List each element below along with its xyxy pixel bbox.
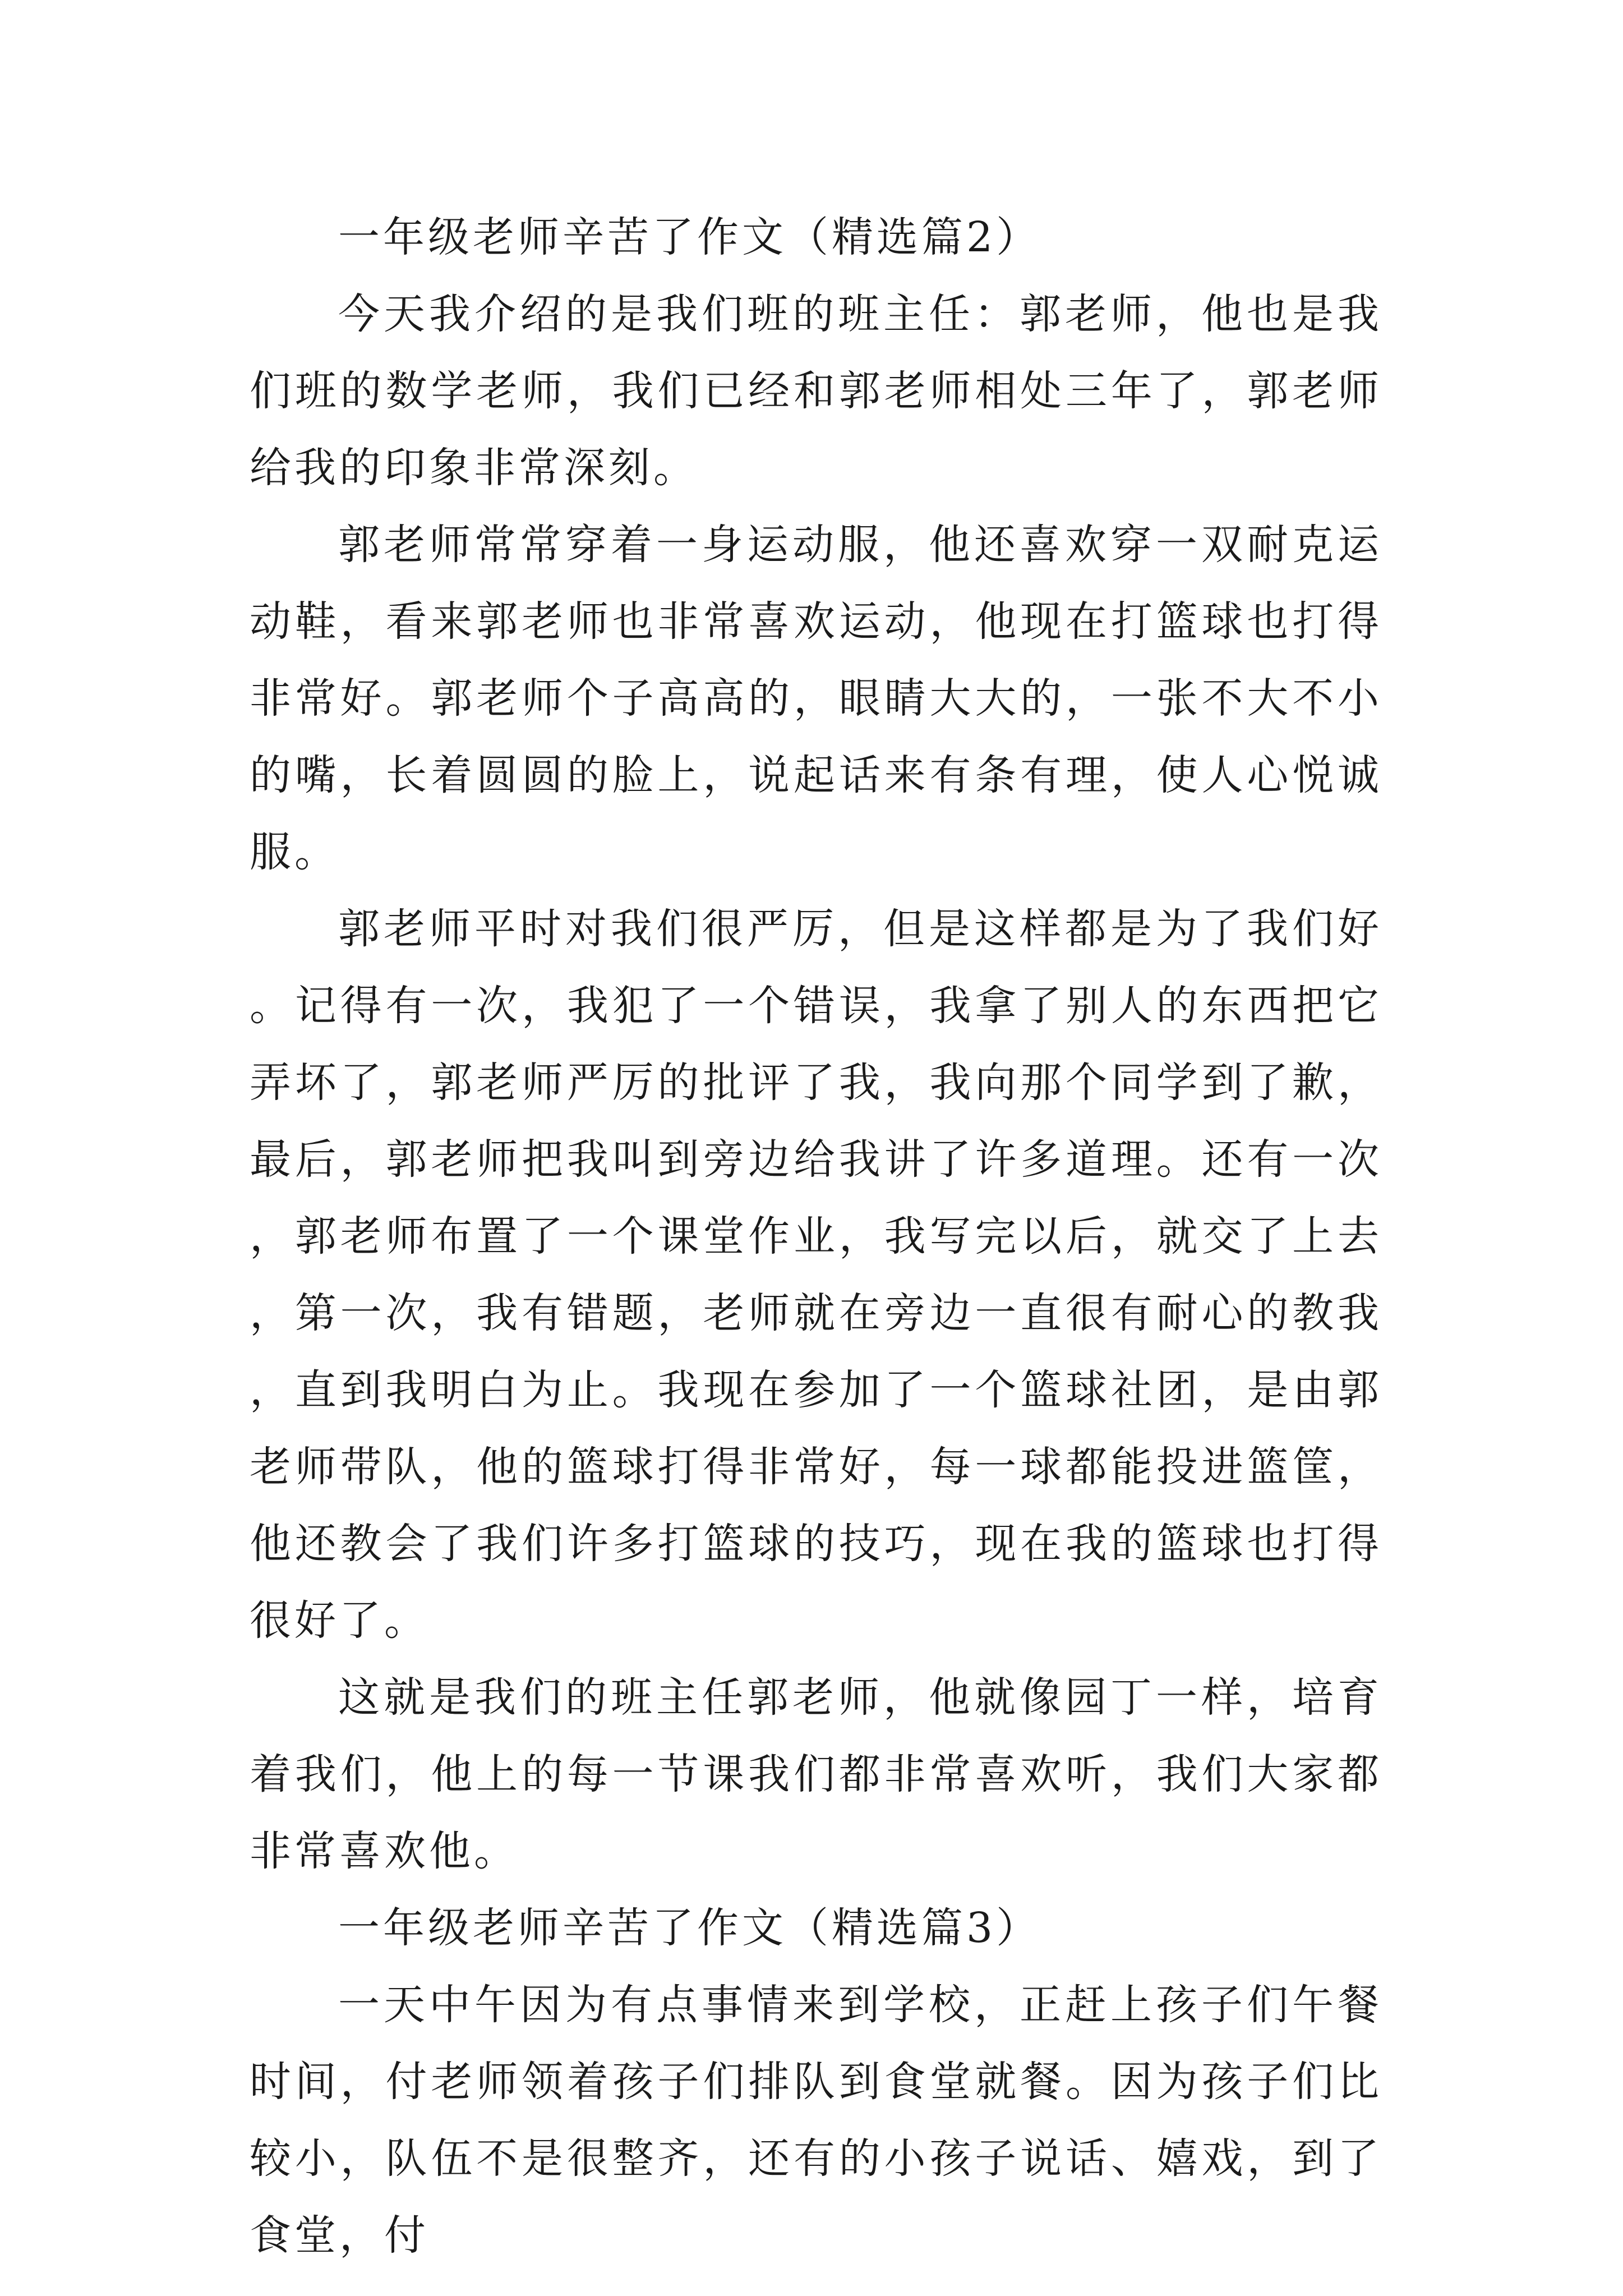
paragraph: 一天中午因为有点事情来到学校，正赶上孩子们午餐时间，付老师领着孩子们排队到食堂就餐。因为孩子们比较小，队伍不是很整齐，还有的小孩子说话、嬉戏，到了食堂，付 — [250, 1981, 1382, 2260]
section-heading-3: 一年级老师辛苦了作文（精选篇3） — [338, 1904, 1041, 1952]
document-body — [250, 199, 1382, 2274]
paragraph: 今天我介绍的是我们班的班主任：郭老师，他也是我们班的数学老师，我们已经和郭老师相处三年了，郭老师给我的印象非常深刻。 — [250, 290, 1382, 492]
section-heading-2: 一年级老师辛苦了作文（精选篇2） — [338, 213, 1041, 261]
paragraph: 郭老师平时对我们很严厉，但是这样都是为了我们好。记得有一次，我犯了一个错误，我拿了别人的东西把它弄坏了，郭老师严厉的批评了我，我向那个同学到了歉，最后，郭老师把我叫到旁边给我讲了许多道理。还有一次，郭老师布置了一个课堂作业，我写完以后，就交了上去，第一次，我有错题，老师就在旁边一直很有耐心的教我，直到我明白为止。我现在参加了一个篮球社团，是由郭老师带队，他的篮球打得非常好，每一球都能投进篮筐，他还教会了我们许多打篮球的技巧，现在我的篮球也打得很好了。 — [250, 905, 1382, 1645]
paragraph: 这就是我们的班主任郭老师，他就像园丁一样，培育着我们，他上的每一节课我们都非常喜欢听，我们大家都非常喜欢他。 — [250, 1673, 1382, 1875]
paragraph: 郭老师常常穿着一身运动服，他还喜欢穿一双耐克运动鞋，看来郭老师也非常喜欢运动，他现在打篮球也打得非常好。郭老师个子高高的，眼睛大大的，一张不大不小的嘴，长着圆圆的脸上，说起话来有条有理，使人心悦诚服。 — [250, 521, 1382, 876]
